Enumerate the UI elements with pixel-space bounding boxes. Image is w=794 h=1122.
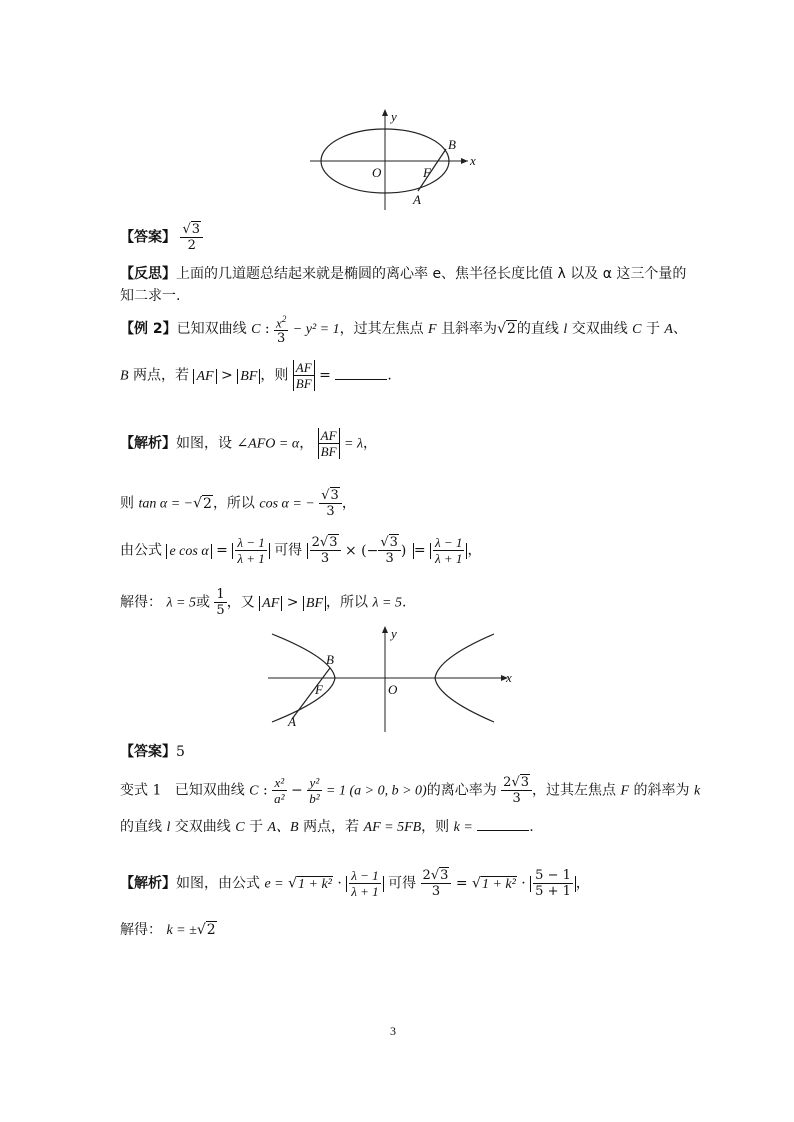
label-f: F (315, 682, 323, 697)
solution2-line1 (120, 428, 377, 459)
label-f: F (423, 165, 431, 180)
cos-fraction: $\frac{√3}{3}$ (378, 535, 401, 566)
num: 2 (311, 535, 320, 550)
num: 5 − 1 (535, 868, 571, 883)
ellipse-figure (300, 105, 490, 215)
curve-c: C (251, 322, 261, 338)
num-sqrt: 3 (329, 535, 338, 550)
num: 2 (422, 868, 431, 883)
text: ，所以 (212, 495, 255, 512)
x2-over-3 (274, 312, 288, 346)
k-eq: k = (453, 820, 473, 835)
den: BF (293, 376, 315, 391)
text: ， (299, 435, 314, 452)
curve-c: C (249, 783, 259, 799)
num: λ − 1 (351, 868, 379, 883)
solution2-line2: 则 tan α = −√2，所以 cos α = − $\frac{√3}{3}$ ， (120, 488, 356, 519)
lambda: λ = 5 (166, 595, 196, 611)
num: y² (307, 775, 321, 791)
lambda-fraction (235, 535, 266, 566)
curve-c: C (235, 820, 245, 835)
den: 5 + 1 (535, 884, 571, 899)
text: 则 (120, 495, 134, 512)
k: k (693, 783, 701, 799)
text: ，则 (260, 367, 289, 384)
lambda-fraction (349, 868, 380, 899)
eq: = (319, 367, 331, 384)
e-fraction: $\frac{2√3}{3}$ (310, 535, 341, 566)
text: ，所以 (326, 594, 369, 611)
reflection-line1: 上面的几道题总结起来就是椭圆的离心率 e、焦半径长度比值 λ 以及 α 这三个量的 (176, 266, 687, 282)
ecos: e cos α (166, 544, 211, 559)
num: 2 (503, 775, 512, 790)
num-sqrt: 3 (440, 868, 449, 883)
reflection-line2: 知二求一. (120, 288, 181, 304)
text: 两点，若 (128, 367, 190, 384)
dot: · (521, 875, 526, 892)
label-x: x (470, 153, 476, 168)
points-ab: A、B (267, 820, 299, 835)
answer-tag: 【答案】 (120, 229, 176, 246)
angle: ∠AFO = α (236, 436, 300, 452)
times: × (344, 542, 357, 559)
num: 3 (330, 488, 339, 503)
den: 3 (320, 551, 330, 566)
example2-tag: 【例 2】 (120, 321, 177, 338)
focus-f: F (428, 322, 437, 338)
abs-af: AF (259, 596, 282, 611)
text: . (401, 594, 407, 611)
num: AF (293, 360, 315, 376)
radical: 1 + k² (481, 876, 516, 892)
abs-af: AF (193, 369, 216, 384)
text: 的直线 (516, 321, 559, 338)
text: 且斜率为 (441, 321, 498, 338)
den: a² (274, 791, 285, 806)
text: 于 (645, 321, 660, 338)
k-result: k = ± (166, 923, 197, 938)
dot: · (337, 875, 342, 892)
num: λ − 1 (435, 535, 463, 550)
sqrt: 2 (206, 922, 216, 938)
label-o: O (388, 682, 398, 697)
text: 解得： (120, 922, 162, 938)
example2-line1: 【例 2】已知双曲线 C : $\frac{x^2}{3}$ − y² = 1，过其左焦点 F 且斜率为√2的直线 l 交双曲线 C 于 A、 (120, 314, 687, 347)
variant1-line2 (120, 818, 534, 837)
one-fifth (214, 587, 226, 618)
lambda-fraction (433, 535, 464, 566)
den: 3 (431, 884, 441, 899)
label-a: A (288, 714, 296, 729)
num: AF (318, 428, 340, 444)
text: 解得： (120, 594, 162, 611)
line-l: l (166, 820, 171, 835)
num: x² (272, 775, 286, 791)
den: 5 (216, 603, 225, 618)
text: 、 (672, 321, 687, 338)
x: x (276, 315, 282, 331)
solution-tag: 【解析】 (120, 435, 176, 452)
reflection (120, 265, 686, 283)
radical: 1 + k² (298, 876, 332, 892)
line-l: l (563, 322, 568, 338)
lambda: λ = 5 (372, 595, 402, 611)
sqrt-2: 2 (506, 321, 516, 338)
text: 已知双曲线 (176, 321, 247, 338)
ecc-fraction: $\frac{2√3}{3}$ (421, 868, 452, 899)
cos: cos α = − (259, 496, 315, 512)
text: 可得 (274, 542, 303, 559)
eq-lambda: = λ (344, 436, 364, 452)
den: 3 (512, 791, 521, 806)
text: 或 (195, 594, 210, 611)
sqrt: 2 (203, 495, 212, 512)
solution3-line1: 【解析】如图，由公式 e = √1 + k² · $\frac{\lambda - 1}{\lambda + 1}$ 可得 $\frac{2√3}{3}$ = √1 + k² · $\frac{5 - 1}{5 + 1}$ ， (120, 868, 590, 899)
text: 由公式 (120, 542, 162, 559)
eq: = (455, 875, 468, 892)
eq: = (216, 542, 228, 559)
text: . (387, 367, 392, 384)
text: ，过其左焦点 (339, 321, 424, 338)
focus-f: F (620, 783, 630, 799)
ratio-fraction (318, 428, 340, 459)
text: ， (467, 542, 482, 559)
hyperbola-figure (262, 622, 522, 734)
e-eq: e = (264, 876, 284, 892)
text: 交双曲线 (174, 819, 231, 835)
den: 3 (385, 551, 394, 566)
text: ，又 (226, 594, 255, 611)
num: 3 (389, 535, 398, 550)
ratio-fraction (533, 868, 573, 899)
gt: > (286, 594, 299, 611)
x2-over-a2 (272, 775, 286, 806)
abs-bf: BF (237, 369, 260, 384)
text: ， (341, 495, 356, 512)
eq: = (413, 542, 426, 559)
text: ，过其左焦点 (532, 782, 617, 799)
abs-bf: BF (303, 596, 326, 611)
solution2-line4 (120, 587, 406, 618)
variant-tag: 变式 1 (120, 782, 162, 799)
page-number: 3 (390, 1024, 396, 1038)
text: ，则 (421, 819, 450, 835)
answer-value: 5 (176, 744, 185, 760)
text: 可得 (388, 875, 417, 892)
num: λ − 1 (237, 535, 265, 550)
vector-eq: AF = 5FB (363, 820, 422, 835)
sup: 2 (281, 314, 287, 324)
y2-over-b2 (307, 775, 321, 806)
label-x: x (506, 670, 512, 685)
tan: tan α = − (138, 496, 194, 512)
text: 的直线 (120, 819, 162, 835)
answer-num: 3 (191, 222, 201, 237)
text: . (529, 819, 534, 835)
text: 两点，若 (303, 819, 360, 835)
reflection-tag: 【反思】 (120, 266, 176, 282)
label-a: A (413, 192, 421, 207)
solution3-line2: 解得： k = ±√2 (120, 922, 216, 938)
den: 3 (277, 331, 286, 347)
answer-2 (120, 743, 185, 761)
answer-1 (120, 222, 203, 253)
solution2-line3: 由公式 e cos α = $\frac{\lambda - 1}{\lambda + 1}$ 可得 $\frac{2√3}{3}$ × (− $\frac{√3}{3}$ ) = $\frac{\lambda - 1}{\lambda + 1}$ ， (120, 535, 482, 566)
den: BF (318, 444, 340, 459)
answer-tag: 【答案】 (120, 744, 176, 760)
num-sqrt: 3 (520, 775, 530, 790)
den: λ + 1 (351, 884, 379, 899)
example2-line2 (120, 360, 392, 391)
point-b: B (120, 368, 129, 384)
cos-fraction: $\frac{√3}{3}$ (319, 488, 342, 519)
text: ， (363, 435, 378, 452)
label-o: O (372, 165, 382, 180)
variant1-line1: 变式 1 已知双曲线 C : $\frac{\text{x²}}{\text{a²}}$ − $\frac{\text{y²}}{\text{b²}}$ = 1 (a > 0, b > 0)的离心率为 $\frac{2√3}{3}$ ，过其左焦点 F 的斜率为 k (120, 775, 701, 806)
text: 的离心率为 (426, 782, 497, 799)
ecc-fraction: $\frac{2√3}{3}$ (501, 775, 532, 806)
y2-term: − y² = 1 (292, 322, 340, 338)
answer-blank[interactable] (477, 818, 529, 831)
den: 3 (326, 504, 335, 519)
den: b² (309, 791, 320, 806)
den: λ + 1 (435, 551, 463, 566)
answer-den: 2 (187, 238, 196, 253)
text: 于 (249, 819, 264, 835)
text: 如图，设 (176, 435, 232, 452)
label-b: B (326, 652, 334, 667)
label-y: y (391, 626, 397, 641)
text: 的斜率为 (633, 782, 690, 799)
text: 如图，由公式 (176, 875, 260, 892)
curve-c: C (632, 322, 642, 338)
solution-tag: 【解析】 (120, 875, 176, 892)
condition: = 1 (a > 0, b > 0) (326, 783, 427, 799)
num: 1 (216, 587, 225, 602)
answer-fraction: $\frac{√3}{2}$ (180, 222, 203, 253)
text: 已知双曲线 (174, 782, 245, 799)
label-y: y (391, 109, 397, 124)
den: λ + 1 (237, 551, 265, 566)
gt: > (221, 367, 233, 384)
text: 交双曲线 (571, 321, 628, 338)
text: ， (575, 875, 590, 892)
ratio-fraction (293, 360, 315, 391)
answer-blank[interactable] (335, 367, 387, 380)
label-b: B (448, 137, 456, 152)
point-a: A (664, 322, 673, 338)
